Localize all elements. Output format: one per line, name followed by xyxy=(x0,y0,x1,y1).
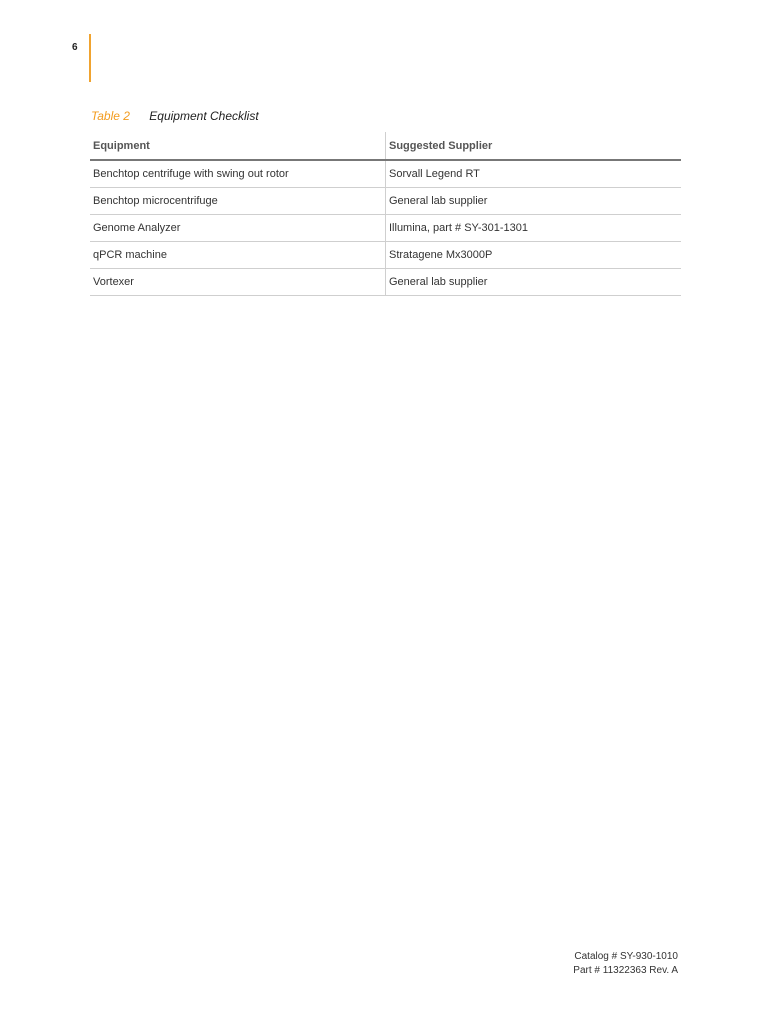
table-row xyxy=(90,242,681,269)
table-caption xyxy=(91,109,259,123)
supplier-cell: Sorvall Legend RT xyxy=(386,160,682,188)
footer-part-number: Part # 11322363 Rev. A xyxy=(573,965,678,976)
page-footer xyxy=(573,950,678,978)
supplier-cell: General lab supplier xyxy=(386,188,682,215)
table-row xyxy=(90,269,681,296)
footer-catalog-number: Catalog # SY-930-1010 xyxy=(574,951,678,962)
equipment-table xyxy=(90,132,681,296)
table-caption-number: Table 2 xyxy=(91,109,130,123)
table-header-row xyxy=(90,132,681,160)
supplier-cell: Stratagene Mx3000P xyxy=(386,242,682,269)
column-header-supplier: Suggested Supplier xyxy=(386,132,682,160)
equipment-cell: Genome Analyzer xyxy=(90,215,386,242)
page-number: 6 xyxy=(72,42,78,53)
supplier-cell: General lab supplier xyxy=(386,269,682,296)
table-row xyxy=(90,188,681,215)
page-number-divider xyxy=(89,34,91,82)
table-row xyxy=(90,160,681,188)
column-header-equipment: Equipment xyxy=(90,132,386,160)
equipment-cell: Vortexer xyxy=(90,269,386,296)
equipment-cell: Benchtop centrifuge with swing out rotor xyxy=(90,160,386,188)
equipment-cell: qPCR machine xyxy=(90,242,386,269)
table-row xyxy=(90,215,681,242)
supplier-cell: Illumina, part # SY-301-1301 xyxy=(386,215,682,242)
equipment-cell: Benchtop microcentrifuge xyxy=(90,188,386,215)
table-caption-title: Equipment Checklist xyxy=(149,109,259,123)
